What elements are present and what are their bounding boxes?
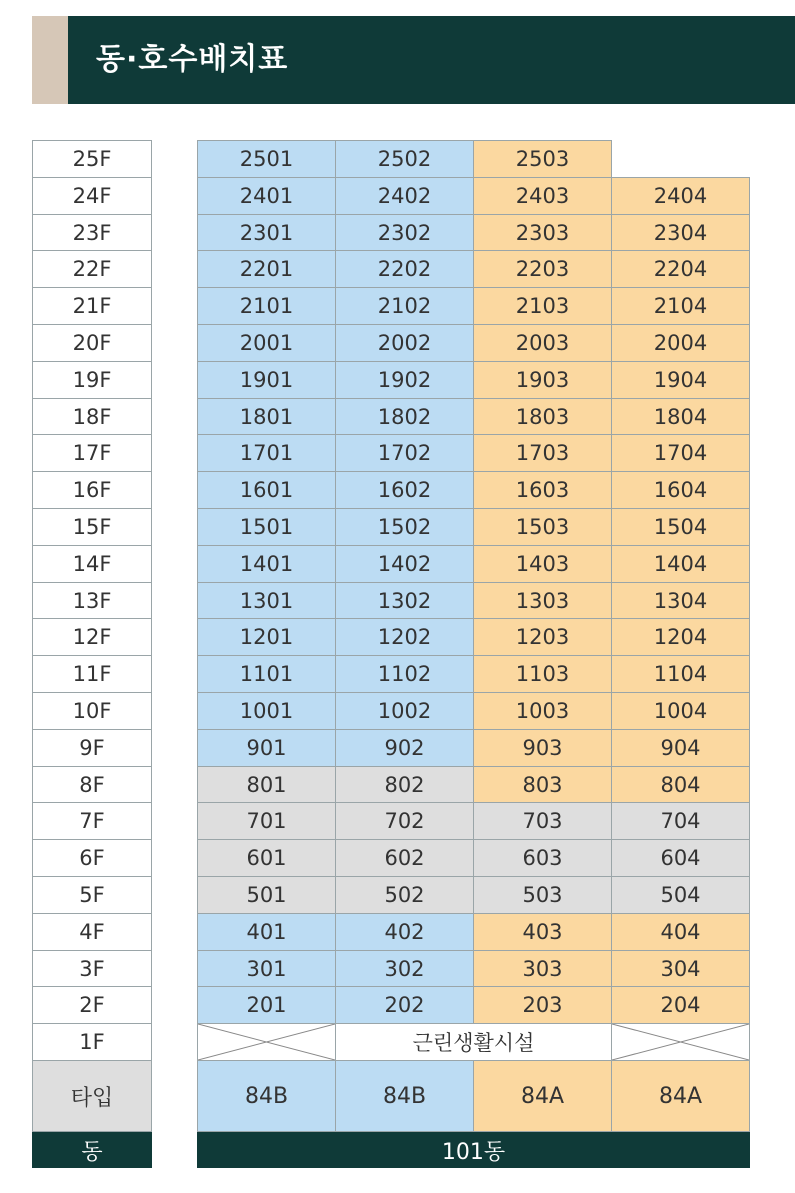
unit-cell: 2003	[473, 324, 612, 362]
unit-cell: 2203	[473, 250, 612, 288]
unit-cell: 2103	[473, 287, 612, 325]
unit-cell: 703	[473, 802, 612, 840]
floor-label: 2F	[32, 986, 152, 1024]
floor-label: 21F	[32, 287, 152, 325]
floor-label: 12F	[32, 618, 152, 656]
unit-cell: 904	[611, 729, 750, 767]
unit-cell: 1901	[197, 361, 336, 399]
unit-cell: 603	[473, 839, 612, 877]
unit-cell: 804	[611, 766, 750, 803]
unit-cell: 1504	[611, 508, 750, 546]
unit-cell: 2201	[197, 250, 336, 288]
unit-cell: 701	[197, 802, 336, 840]
type-label: 타입	[32, 1060, 152, 1132]
unit-cell: 702	[335, 802, 474, 840]
unit-cell: 902	[335, 729, 474, 767]
unit-cell: 2202	[335, 250, 474, 288]
unit-cell: 1502	[335, 508, 474, 546]
unit-cell: 1103	[473, 655, 612, 693]
unit-cell: 604	[611, 839, 750, 877]
unit-cell: 404	[611, 913, 750, 951]
unit-cell: 704	[611, 802, 750, 840]
unit-cell: 1503	[473, 508, 612, 546]
unit-cell: 901	[197, 729, 336, 767]
unit-cell: 2001	[197, 324, 336, 362]
floor-label: 15F	[32, 508, 152, 546]
unit-cell: 403	[473, 913, 612, 951]
floor-label: 18F	[32, 398, 152, 435]
unit-cell: 501	[197, 876, 336, 914]
unit-cell: 2401	[197, 177, 336, 215]
unit-cell: 1802	[335, 398, 474, 435]
floor-label: 25F	[32, 140, 152, 178]
unit-cell: 1303	[473, 582, 612, 619]
floor-label: 3F	[32, 950, 152, 987]
unit-cell: 2104	[611, 287, 750, 325]
unit-cell: 2301	[197, 214, 336, 251]
floor-label: 7F	[32, 802, 152, 840]
floor-label: 11F	[32, 655, 152, 693]
unit-cell: 204	[611, 986, 750, 1024]
unit-cell: 202	[335, 986, 474, 1024]
floor-label: 10F	[32, 692, 152, 730]
unit-cell: 1401	[197, 545, 336, 583]
floor-label: 22F	[32, 250, 152, 288]
unit-cell: 402	[335, 913, 474, 951]
cross-mark-icon	[612, 1024, 749, 1060]
unit-cell: 1301	[197, 582, 336, 619]
unit-cell: 1903	[473, 361, 612, 399]
unit-cell: 1501	[197, 508, 336, 546]
unit-cell: 302	[335, 950, 474, 987]
floor-label: 19F	[32, 361, 152, 399]
unit-cell: 1804	[611, 398, 750, 435]
unit-cell: 1104	[611, 655, 750, 693]
unit-cell: 503	[473, 876, 612, 914]
unit-cell: 2101	[197, 287, 336, 325]
unit-cell: 1004	[611, 692, 750, 730]
unit-cell: 2302	[335, 214, 474, 251]
unit-cell: 304	[611, 950, 750, 987]
unit-cell: 504	[611, 876, 750, 914]
unit-cell: 601	[197, 839, 336, 877]
unit-cell: 1001	[197, 692, 336, 730]
unit-cell: 903	[473, 729, 612, 767]
type-cell: 84A	[611, 1060, 750, 1132]
unit-cell: 1003	[473, 692, 612, 730]
floor-label: 16F	[32, 471, 152, 509]
unit-cell: 1602	[335, 471, 474, 509]
type-cell: 84B	[335, 1060, 474, 1132]
unit-cell: 2402	[335, 177, 474, 215]
floor-label: 5F	[32, 876, 152, 914]
unit-cell: 1202	[335, 618, 474, 656]
facility-cell: 근린생활시설	[335, 1023, 612, 1061]
unit-cell: 201	[197, 986, 336, 1024]
unit-cell: 1404	[611, 545, 750, 583]
unit-cell: 1403	[473, 545, 612, 583]
floor-label: 20F	[32, 324, 152, 362]
type-cell: 84A	[473, 1060, 612, 1132]
unit-cell: 1304	[611, 582, 750, 619]
floor-label: 4F	[32, 913, 152, 951]
unit-cell: 2503	[473, 140, 612, 178]
unit-cell: 401	[197, 913, 336, 951]
unit-cell: 2403	[473, 177, 612, 215]
unit-cell: 1101	[197, 655, 336, 693]
empty-unit-cell	[197, 1023, 336, 1061]
floor-label: 14F	[32, 545, 152, 583]
floor-label: 23F	[32, 214, 152, 251]
unit-cell: 1604	[611, 471, 750, 509]
unit-cell: 2102	[335, 287, 474, 325]
floor-label: 6F	[32, 839, 152, 877]
unit-cell: 803	[473, 766, 612, 803]
unit-cell: 1704	[611, 434, 750, 472]
cross-mark-icon	[198, 1024, 335, 1060]
unit-cell: 1703	[473, 434, 612, 472]
unit-cell: 2404	[611, 177, 750, 215]
unit-cell: 2004	[611, 324, 750, 362]
floor-label: 1F	[32, 1023, 152, 1061]
unit-cell: 1601	[197, 471, 336, 509]
unit-cell: 1002	[335, 692, 474, 730]
empty-unit-cell	[611, 1023, 750, 1061]
unit-cell: 1203	[473, 618, 612, 656]
floor-label: 13F	[32, 582, 152, 619]
unit-cell: 1603	[473, 471, 612, 509]
unit-cell: 1402	[335, 545, 474, 583]
unit-cell: 2204	[611, 250, 750, 288]
page-title: 동·호수배치표	[96, 42, 289, 77]
unit-cell: 602	[335, 839, 474, 877]
unit-cell: 2002	[335, 324, 474, 362]
dong-value: 101동	[197, 1132, 750, 1168]
unit-cell: 1902	[335, 361, 474, 399]
unit-cell: 2303	[473, 214, 612, 251]
floor-label: 24F	[32, 177, 152, 215]
unit-cell: 802	[335, 766, 474, 803]
unit-cell: 301	[197, 950, 336, 987]
unit-cell: 1904	[611, 361, 750, 399]
type-cell: 84B	[197, 1060, 336, 1132]
unit-cell: 801	[197, 766, 336, 803]
unit-cell: 1701	[197, 434, 336, 472]
unit-cell: 203	[473, 986, 612, 1024]
unit-cell: 1201	[197, 618, 336, 656]
unit-cell: 1702	[335, 434, 474, 472]
unit-cell: 1803	[473, 398, 612, 435]
unit-cell: 1102	[335, 655, 474, 693]
unit-cell: 1302	[335, 582, 474, 619]
unit-cell: 2502	[335, 140, 474, 178]
unit-cell: 1801	[197, 398, 336, 435]
floor-label: 8F	[32, 766, 152, 803]
unit-cell: 303	[473, 950, 612, 987]
header-accent	[32, 16, 68, 104]
unit-cell: 2304	[611, 214, 750, 251]
unit-cell: 2501	[197, 140, 336, 178]
unit-cell: 502	[335, 876, 474, 914]
dong-label: 동	[32, 1132, 152, 1168]
floor-label: 17F	[32, 434, 152, 472]
floor-label: 9F	[32, 729, 152, 767]
unit-cell: 1204	[611, 618, 750, 656]
